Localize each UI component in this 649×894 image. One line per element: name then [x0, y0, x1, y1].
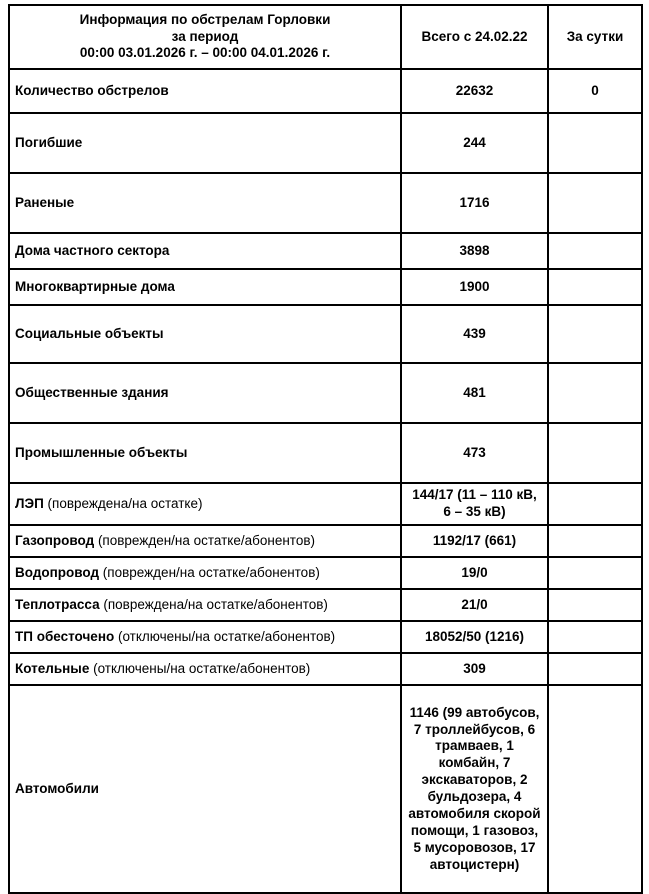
row-label-text: Котельные	[15, 660, 90, 676]
row-label-text: ЛЭП	[15, 495, 44, 511]
row-day-value	[548, 113, 642, 173]
row-label	[9, 653, 401, 685]
row-label-text: Количество обстрелов	[15, 82, 169, 98]
row-label-qualifier: (повреждена/на остатке)	[43, 495, 203, 511]
row-label	[9, 525, 401, 557]
table-row	[9, 269, 642, 305]
header-title-cell	[9, 5, 401, 69]
row-label	[9, 269, 401, 305]
row-day-value	[548, 589, 642, 621]
table-row	[9, 69, 642, 113]
row-total-value: 21/0	[401, 589, 548, 621]
row-label-text: ТП обесточено	[15, 628, 115, 644]
row-label	[9, 621, 401, 653]
row-label-text: Газопровод	[15, 532, 95, 548]
row-total-value: 22632	[401, 69, 548, 113]
row-day-value	[548, 621, 642, 653]
row-day-value	[548, 653, 642, 685]
shelling-report-table	[8, 4, 643, 894]
row-total-value: 244	[401, 113, 548, 173]
header-title-line1: Информация по обстрелам Горловки	[79, 11, 331, 27]
row-label-text: Общественные здания	[15, 384, 169, 400]
table-row	[9, 233, 642, 269]
row-total-value: 18052/50 (1216)	[401, 621, 548, 653]
row-day-value: 0	[548, 69, 642, 113]
table-row	[9, 653, 642, 685]
row-label-qualifier: (отключены/на остатке/абонентов)	[89, 660, 311, 676]
row-day-value	[548, 525, 642, 557]
row-label-text: Многоквартирные дома	[15, 278, 175, 294]
row-day-value	[548, 557, 642, 589]
row-label	[9, 423, 401, 483]
row-label-qualifier: (поврежден/на остатке/абонентов)	[94, 532, 315, 548]
row-day-value	[548, 483, 642, 525]
row-label	[9, 685, 401, 893]
row-label-qualifier: (повреждена/на остатке/абонентов)	[99, 596, 328, 612]
row-label	[9, 363, 401, 423]
table-row	[9, 173, 642, 233]
row-day-value	[548, 305, 642, 363]
row-total-value: 19/0	[401, 557, 548, 589]
row-total-value: 473	[401, 423, 548, 483]
header-title-line3: 00:00 03.01.2026 г. – 00:00 04.01.2026 г.	[79, 45, 331, 61]
row-label	[9, 305, 401, 363]
row-day-value	[548, 423, 642, 483]
row-label-text: Социальные объекты	[15, 325, 164, 341]
row-label-text: Погибшие	[15, 134, 83, 150]
table-header-row	[9, 5, 642, 69]
row-total-value: 1716	[401, 173, 548, 233]
row-day-value	[548, 685, 642, 893]
row-total-value: 439	[401, 305, 548, 363]
row-day-value	[548, 363, 642, 423]
row-label-text: Теплотрасса	[15, 596, 100, 612]
row-label	[9, 233, 401, 269]
header-title-line2: за период	[171, 28, 239, 44]
row-total-value: 1192/17 (661)	[401, 525, 548, 557]
row-total-value: 309	[401, 653, 548, 685]
row-label	[9, 113, 401, 173]
row-total-value: 1146 (99 автобусов, 7 троллейбусов, 6 трамваев, 1 комбайн, 7 экскаваторов, 2 бульдозера, 4 автомобиля скорой помощи, 1 газовоз, 5 мусоровозов, 17 автоцистерн)	[401, 685, 548, 893]
row-total-value: 1900	[401, 269, 548, 305]
table-row	[9, 113, 642, 173]
row-label	[9, 589, 401, 621]
row-label	[9, 483, 401, 525]
row-label	[9, 173, 401, 233]
header-day-column: За сутки	[548, 5, 642, 69]
row-label-text: Промышленные объекты	[15, 444, 188, 460]
table-row	[9, 685, 642, 893]
table-row	[9, 483, 642, 525]
row-label	[9, 69, 401, 113]
table-row	[9, 621, 642, 653]
row-label-text: Раненые	[15, 194, 75, 210]
header-total-column: Всего с 24.02.22	[401, 5, 548, 69]
row-label-qualifier: (отключены/на остатке/абонентов)	[114, 628, 336, 644]
table-row	[9, 589, 642, 621]
table-row	[9, 305, 642, 363]
row-label-qualifier: (поврежден/на остатке/абонентов)	[99, 564, 320, 580]
row-total-value: 481	[401, 363, 548, 423]
row-total-value: 3898	[401, 233, 548, 269]
table-row	[9, 363, 642, 423]
table-row	[9, 423, 642, 483]
row-day-value	[548, 269, 642, 305]
row-day-value	[548, 173, 642, 233]
row-day-value	[548, 233, 642, 269]
table-row	[9, 557, 642, 589]
table-row	[9, 525, 642, 557]
row-total-value: 144/17 (11 – 110 кВ, 6 – 35 кВ)	[401, 483, 548, 525]
row-label-text: Дома частного сектора	[15, 242, 170, 258]
row-label-text: Автомобили	[15, 780, 99, 796]
row-label-text: Водопровод	[15, 564, 100, 580]
row-label	[9, 557, 401, 589]
